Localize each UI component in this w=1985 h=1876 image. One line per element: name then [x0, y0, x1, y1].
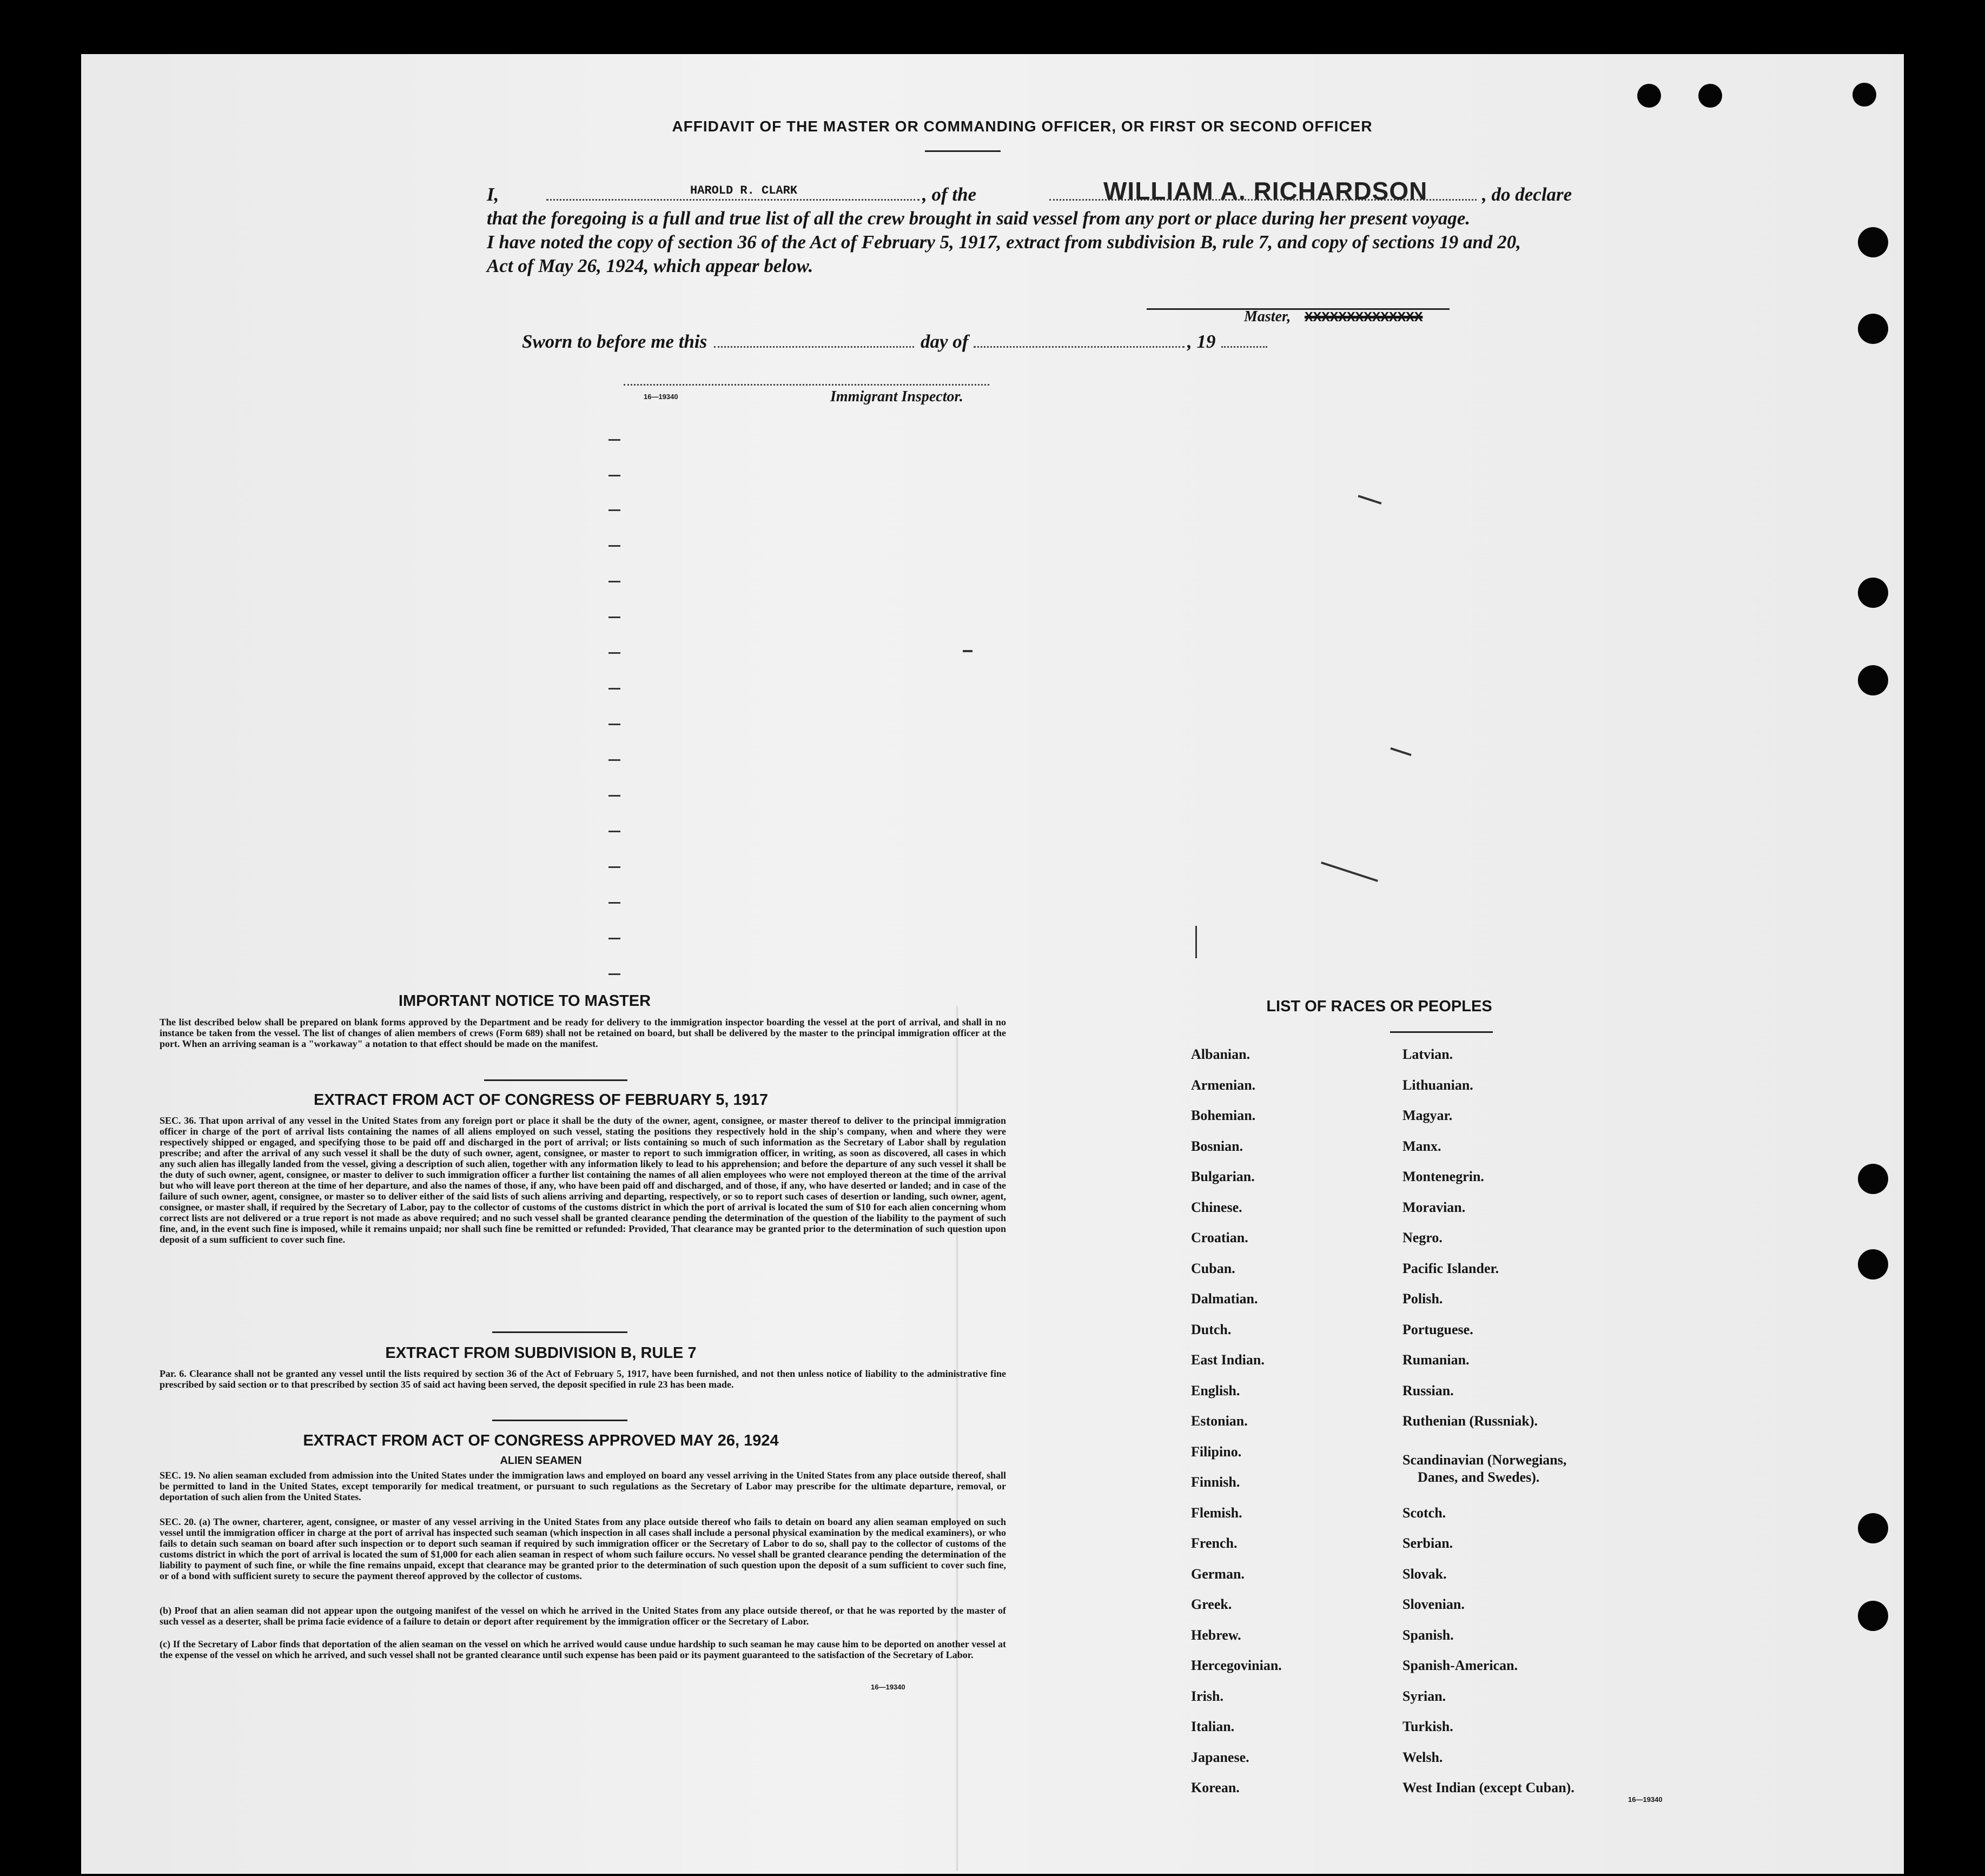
tick-mark — [608, 902, 620, 904]
race-item: Scandinavian (Norwegians, — [1402, 1452, 1567, 1468]
form-number: 16—19340 — [644, 393, 678, 401]
punch-hole — [1858, 1601, 1888, 1631]
notice-text: The list described below shall be prepared on blank forms approved by the Department and be ready for delivery to the immigration inspector boarding the vessel at the port of arrival, and shall in no instance be taken from the vessel. The list of changes of alien members of crews (Form 689) shall not be retained on board, but shall be delivered by the master to the principal immigration officer at the port. When an arriving seaman is a "workaway" a notation to that effect should be made on the manifest. — [160, 1017, 1006, 1049]
race-item: Armenian. — [1191, 1077, 1256, 1093]
race-item: Italian. — [1191, 1719, 1235, 1734]
race-item: Slovak. — [1402, 1566, 1447, 1582]
tick-mark — [608, 724, 620, 725]
race-item: Slovenian. — [1402, 1596, 1465, 1612]
extract-1917-title: EXTRACT FROM ACT OF CONGRESS OF FEBRUARY 5, 1917 — [313, 1091, 769, 1109]
race-item: Latvian. — [1402, 1046, 1453, 1062]
race-item: Flemish. — [1191, 1505, 1242, 1521]
sec20c-text: (c) If the Secretary of Labor finds that deportation of the alien seaman on the vessel on which he arrived would cause undue hardship to such seaman he may cause him to be deported on another vessel at the expense of the vessel on which he arrived, and such vessel shall not be granted clearance until such expense has been paid or its payment guaranteed to the satisfaction of the Secretary of Labor. — [160, 1639, 1006, 1660]
race-item: English. — [1191, 1383, 1240, 1398]
race-item: Ruthenian (Russniak). — [1402, 1413, 1538, 1429]
officer-name-line — [546, 199, 919, 201]
rule7-text: Par. 6. Clearance shall not be granted any vessel until the lists required by section 36 of the Act of February 5, 1917, have been furnished, and not then unless notice of liability to the administrative fine prescribed by said section or to that prescribed by section 35 of said act having been served, the deposit specified in rule 23 has been made. — [160, 1368, 1006, 1390]
inspector-signature-line — [624, 384, 989, 386]
race-item: Manx. — [1402, 1138, 1441, 1154]
punch-hole — [1858, 665, 1888, 695]
form-number: 16—19340 — [871, 1683, 905, 1691]
race-item: Pacific Islander. — [1402, 1261, 1499, 1276]
race-item: Polish. — [1402, 1291, 1443, 1307]
declaration-lead: I, — [487, 184, 499, 205]
punch-hole — [1858, 578, 1888, 608]
inspector-label: Immigrant Inspector. — [830, 388, 963, 405]
stray-mark — [963, 650, 972, 652]
punch-hole — [1858, 1249, 1888, 1280]
sec20a-text: SEC. 20. (a) The owner, charterer, agent, consignee, or master of any vessel arriving in the United States from any place outside thereof who fails to detain on board any alien seaman employed on such vessel until the immigration officer in charge at the port of arrival has inspected such seaman (which inspection in all cases shall include a personal physical examination by the medical examiners), or who fails to detain such seaman on board after such inspection or to deport such seaman if required by such immigration officer or the Secretary of Labor to do so, shall pay to the collector of customs of the customs district in which the port of arrival is located the sum of $1,000 for each alien seaman in respect of whom such failure occurs. No vessel shall be granted clearance pending the determination of the liability to payment of such fine, or while the fine remains unpaid, except that clearance may be granted prior to the determination of such question upon the deposit of a sum sufficient to cover such fine, or of a bond with sufficient surety to secure the payment thereof approved by the collector of customs. — [160, 1516, 1006, 1581]
section-divider — [484, 1079, 627, 1081]
sworn-label: Sworn to before me this — [522, 331, 707, 352]
officer-name: HAROLD R. CLARK — [690, 184, 798, 197]
sworn-month-line — [974, 346, 1185, 348]
race-item: Bulgarian. — [1191, 1169, 1255, 1184]
race-item: East Indian. — [1191, 1352, 1265, 1368]
race-item: West Indian (except Cuban). — [1402, 1780, 1574, 1795]
declaration-line-4: Act of May 26, 1924, which appear below. — [487, 255, 813, 276]
punch-hole — [1637, 84, 1661, 108]
race-item: Moravian. — [1402, 1199, 1466, 1215]
tick-mark — [608, 831, 620, 832]
race-item: Lithuanian. — [1402, 1077, 1473, 1093]
sworn-year-line — [1221, 346, 1267, 348]
master-label: Master, — [1244, 308, 1291, 325]
year-label: , 19 — [1187, 331, 1216, 352]
punch-hole — [1858, 227, 1888, 257]
section-divider — [492, 1420, 627, 1421]
race-item: French. — [1191, 1535, 1238, 1551]
race-item: Bosnian. — [1191, 1138, 1243, 1154]
punch-hole — [1852, 83, 1876, 107]
do-declare-label: , do declare — [1482, 184, 1572, 205]
race-item: Bohemian. — [1191, 1108, 1256, 1123]
race-item: Chinese. — [1191, 1199, 1242, 1215]
race-item: Filipino. — [1191, 1444, 1242, 1460]
sworn-day-line — [714, 346, 914, 348]
race-item: Serbian. — [1402, 1535, 1453, 1551]
tick-mark — [608, 973, 620, 975]
alien-seamen-subtitle: ALIEN SEAMEN — [500, 1455, 582, 1467]
race-item: Estonian. — [1191, 1413, 1248, 1429]
race-item: Greek. — [1191, 1596, 1232, 1612]
race-item: Spanish. — [1402, 1627, 1454, 1643]
stray-mark — [1195, 926, 1197, 958]
race-item: Montenegrin. — [1402, 1169, 1484, 1184]
tick-mark — [608, 545, 620, 547]
stray-mark — [1321, 861, 1378, 882]
race-item: Magyar. — [1402, 1108, 1453, 1123]
day-of-label: day of — [921, 331, 969, 352]
race-item: Syrian. — [1402, 1688, 1446, 1704]
tick-mark — [608, 439, 620, 441]
master-struck-text: XXXXXXXXXXXXXX — [1305, 309, 1423, 326]
race-item: Croatian. — [1191, 1230, 1248, 1245]
rule7-title: EXTRACT FROM SUBDIVISION B, RULE 7 — [385, 1344, 697, 1362]
section-divider — [492, 1331, 627, 1333]
tick-mark — [608, 617, 620, 618]
tick-mark — [608, 581, 620, 582]
tick-mark — [608, 475, 620, 476]
ship-name: WILLIAM A. RICHARDSON — [1103, 177, 1428, 205]
race-item: Portuguese. — [1402, 1322, 1473, 1337]
race-item: Hercegovinian. — [1191, 1658, 1282, 1673]
tick-mark — [608, 509, 620, 511]
stray-mark — [1390, 747, 1411, 756]
punch-hole — [1858, 1164, 1888, 1194]
race-item: Dalmatian. — [1191, 1291, 1258, 1307]
extract-1924-title: EXTRACT FROM ACT OF CONGRESS APPROVED MAY 26, 1924 — [303, 1432, 779, 1449]
race-item: Welsh. — [1402, 1749, 1443, 1765]
tick-mark — [608, 938, 620, 939]
race-item: Turkish. — [1402, 1719, 1453, 1734]
sec19-text: SEC. 19. No alien seaman excluded from admission into the United States under the immigration laws and employed on board any vessel arriving in the United States from any place outside thereof, shall be permitted to land in the United States, except temporarily for medical treatment, or pursuant to such regulations as the Secretary of Labor may prescribe for the ultimate departure, removal, or deportation of such alien from the United States. — [160, 1470, 1006, 1502]
punch-hole — [1858, 1513, 1888, 1543]
declaration-line-2: that the foregoing is a full and true list of all the crew brought in said vessel from any port or place during her present voyage. — [487, 208, 1471, 229]
race-item: Negro. — [1402, 1230, 1443, 1245]
race-item: Hebrew. — [1191, 1627, 1241, 1643]
tick-mark — [608, 866, 620, 868]
stray-mark — [1358, 495, 1381, 505]
race-item: Irish. — [1191, 1688, 1223, 1704]
race-item: Danes, and Swedes). — [1418, 1469, 1540, 1485]
form-number: 16—19340 — [1628, 1795, 1663, 1804]
notice-title: IMPORTANT NOTICE TO MASTER — [398, 992, 651, 1010]
race-item: Japanese. — [1191, 1749, 1249, 1765]
tick-mark — [608, 759, 620, 761]
tick-mark — [608, 688, 620, 690]
tick-mark — [608, 652, 620, 654]
punch-hole — [1698, 84, 1722, 108]
race-item: Finnish. — [1191, 1474, 1240, 1490]
title-divider — [925, 150, 1001, 152]
race-item: Rumanian. — [1402, 1352, 1470, 1368]
tick-mark — [608, 795, 620, 797]
race-item: Scotch. — [1402, 1505, 1446, 1521]
extract-1917-text: SEC. 36. That upon arrival of any vessel in the United States from any foreign port or place it shall be the duty of the owner, agent, consignee, or master thereof to deliver to the principal immigration officer in charge of the port of arrival lists containing the names of all aliens employed on such vessel, stating the positions they respectively hold in the ship's company, when and where they were respectively shipped or engaged, and specifying those to be paid off and discharged in the port of arrival; or lists containing so much of such information as the Secretary of Labor shall by regulation prescribe; and after the arrival of any such vessel it shall be the duty of such owner, agent, consignee, or master to report to such immigration officer, in writing, as soon as discovered, all cases in which any such alien has illegally landed from the vessel, giving a description of such alien, together with any information likely to lead to his apprehension; and before the departure of any such vessel it shall be the duty of such owner, agent, consignee, or master to deliver to such immigration officer a further list containing the names of all alien employees who were not employed thereon at the time of the arrival but who will leave port thereon at the time of her departure, and also the names of those, if any, who have been paid off and discharged, and of those, if any, who have deserted or landed; and in case of the failure of such owner, agent, consignee, or master so to deliver either of the said lists of such aliens arriving and departing, respectively, or so to report such cases of desertion or landing, such owner, agent, consignee, or master shall, if required by the Secretary of Labor, pay to the collector of customs of the customs district in which the port of arrival is located the sum of $10 for each alien concerning whom correct lists are not delivered or a true report is not made as above required; and no such vessel shall be granted clearance pending the determination of the question of the liability to the payment of such fine, and, in the event such fine is imposed, while it remains unpaid; nor shall such fine be remitted or refunded: Provided, That clearance may be granted prior to the determination of such question upon deposit of a sum sufficient to cover such fine. — [160, 1115, 1006, 1245]
race-item: Russian. — [1402, 1383, 1454, 1398]
sec20b-text: (b) Proof that an alien seaman did not appear upon the outgoing manifest of the vessel on which he arrived in the United States from any place outside thereof, or that he was reported by the master of such vessel as a deserter, shall be prima facie evidence of a failure to detain or deport after requirement by the immigration officer or the Secretary of Labor. — [160, 1605, 1006, 1627]
document-page — [81, 54, 1904, 1874]
declaration-line-3: I have noted the copy of section 36 of the Act of February 5, 1917, extract from subdivision B, rule 7, and copy of sections 19 and 20, — [487, 231, 1521, 253]
race-item: Dutch. — [1191, 1322, 1232, 1337]
races-title: LIST OF RACES OR PEOPLES — [1266, 998, 1492, 1015]
races-divider — [1390, 1031, 1493, 1033]
race-item: Korean. — [1191, 1780, 1240, 1795]
race-item: German. — [1191, 1566, 1245, 1582]
affidavit-title: AFFIDAVIT OF THE MASTER OR COMMANDING OFFICER, OR FIRST OR SECOND OFFICER — [672, 118, 1373, 135]
race-item: Albanian. — [1191, 1046, 1250, 1062]
race-item: Cuban. — [1191, 1261, 1235, 1276]
race-item: Spanish-American. — [1402, 1658, 1518, 1673]
of-the-label: , of the — [922, 184, 977, 205]
punch-hole — [1858, 314, 1888, 344]
